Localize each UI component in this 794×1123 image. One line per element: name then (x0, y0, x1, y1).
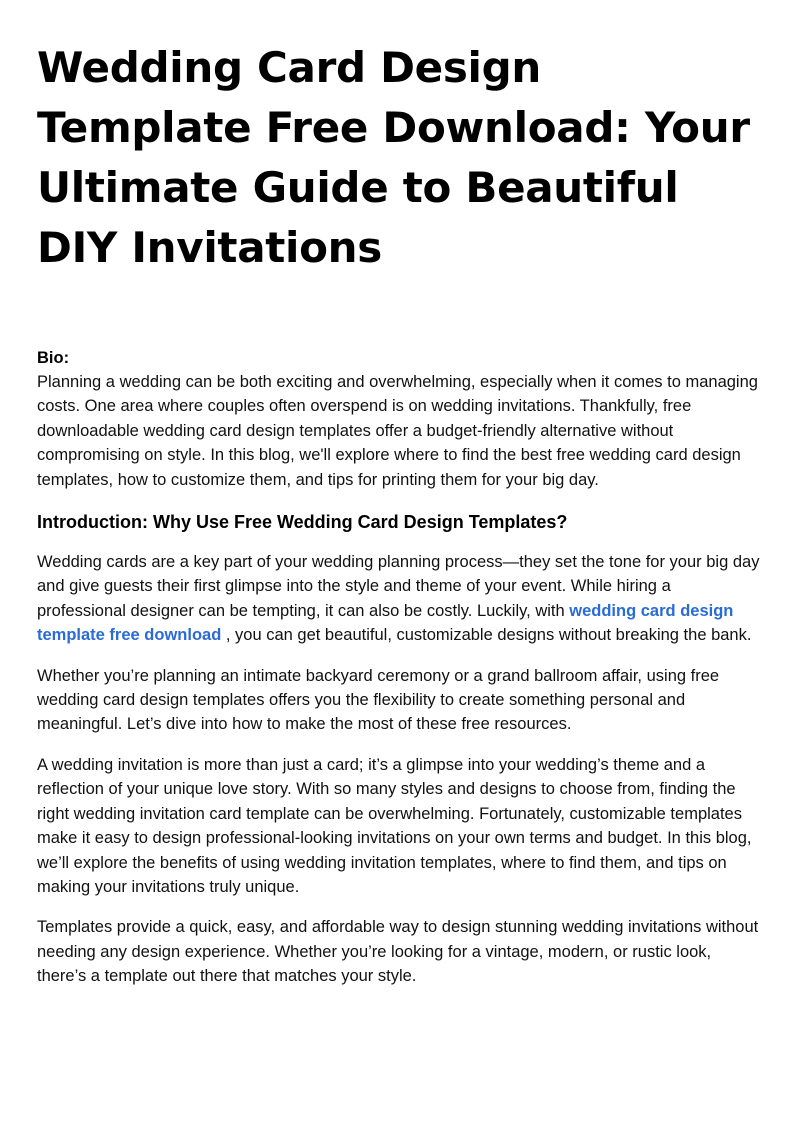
intro-paragraph-4: Templates provide a quick, easy, and affordable way to design stunning wedding invitations without needing any design experience. Whether you’re looking for a vintage, modern, or rustic look, there’s a template out there that matches your style. (37, 918, 759, 986)
intro-paragraph-2: Whether you’re planning an intimate backyard ceremony or a grand ballroom affair, using free wedding card design templates offers you the flexibility to create something personal and meaningful. Let’s dive into how to make the most of these free resources. (37, 666, 720, 734)
intro-paragraph-1-text-end: , you can get beautiful, customizable designs without breaking the bank. (221, 626, 752, 645)
intro-paragraph-1 (37, 550, 761, 648)
template-download-link[interactable]: wedding card design template free download (37, 601, 734, 645)
document-title: Wedding Card Design Template Free Download: Your Ultimate Guide to Beautiful DIY Invitations (37, 43, 750, 272)
intro-paragraph-3: A wedding invitation is more than just a card; it’s a glimpse into your wedding’s theme and a reflection of your unique love story. With so many styles and designs to choose from, finding the right wedding invitation card template can be overwhelming. Fortunately, customizable templates make it easy to design professional-looking invitations on your own terms and budget. In this blog, we’ll explore the benefits of using wedding invitation templates, where to find them, and tips on making your invitations truly unique. (37, 755, 752, 896)
bio-label: Bio: (37, 349, 70, 367)
intro-heading: Introduction: Why Use Free Wedding Card Design Templates? (37, 512, 568, 533)
bio-paragraph: Planning a wedding can be both exciting and overwhelming, especially when it comes to managing costs. One area where couples often overspend is on wedding invitations. Thankfully, free downloadable wedding card design templates offer a budget-friendly alternative without compromising on style. In this blog, we'll explore where to find the best free wedding card design templates, how to customize them, and tips for printing them for your big day. (37, 373, 758, 489)
intro-paragraph-1-text: Wedding cards are a key part of your wedding planning process—they set the tone for your big day and give guests their first glimpse into the style and theme of your event. While hiring a professional designer can be tempting, it can also be costly. Luckily, with (37, 553, 760, 620)
document-page (37, 38, 761, 989)
